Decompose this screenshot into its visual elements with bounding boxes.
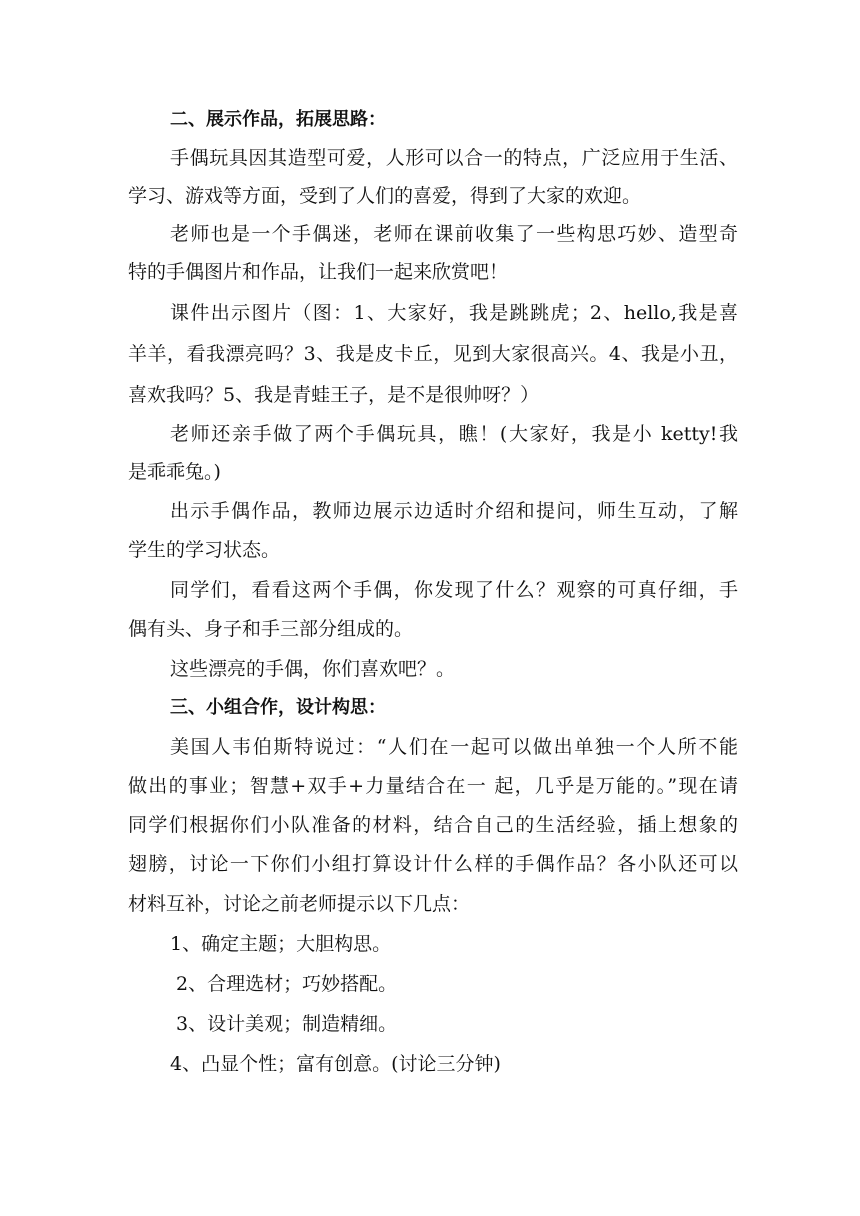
paragraph-line: 偶有头、身子和手三部分组成的。 (128, 618, 414, 640)
paragraph-line: 翅膀，讨论一下你们小组打算设计什么样的手偶作品？各小队还可以 (128, 853, 738, 875)
list-item: 1、确定主题；大胆构思。 (170, 933, 392, 955)
paragraph-line: 美国人韦伯斯特说过：“人们在一起可以做出单独一个人所不能 (170, 736, 738, 758)
section-heading-2: 二、展示作品，拓展思路： (170, 109, 386, 130)
paragraph-line: 特的手偶图片和作品，让我们一起来欣赏吧！ (128, 261, 509, 283)
paragraph-line: 课件出示图片（图：1、大家好，我是跳跳虎；2、hello,我是喜 (170, 302, 738, 324)
section-heading-3: 三、小组合作，设计构思： (170, 697, 386, 718)
paragraph-line: 做出的事业；智慧+双手+力量结合在一 起，几乎是万能的。”现在请 (128, 775, 738, 797)
paragraph-line: 学生的学习状态。 (128, 539, 281, 561)
list-item: 3、设计美观；制造精细。 (170, 1013, 398, 1035)
paragraph-line: 老师也是一个手偶迷，老师在课前收集了一些构思巧妙、造型奇 (170, 223, 738, 245)
paragraph-line: 材料互补，讨论之前老师提示以下几点： (128, 893, 471, 915)
paragraph-line: 这些漂亮的手偶，你们喜欢吧？。 (170, 658, 456, 680)
paragraph-line: 同学们，看看这两个手偶，你发现了什么？观察的可真仔细，手 (170, 579, 738, 601)
paragraph-line: 出示手偶作品，教师边展示边适时介绍和提问，师生互动，了解 (170, 500, 738, 522)
paragraph-line: 学习、游戏等方面，受到了人们的喜爱，得到了大家的欢迎。 (128, 185, 642, 207)
paragraph-line: 喜欢我吗？5、我是青蛙王子，是不是很帅呀？） (128, 384, 540, 406)
paragraph-line: 是乖乖兔。) (128, 461, 221, 483)
paragraph-line: 羊羊，看我漂亮吗？3、我是皮卡丘，见到大家很高兴。4、我是小丑， (128, 343, 738, 365)
paragraph-line: 老师还亲手做了两个手偶玩具，瞧！(大家好，我是小 ketty!我 (170, 423, 738, 445)
paragraph-line: 同学们根据你们小队准备的材料，结合自己的生活经验，插上想象的 (128, 814, 738, 836)
paragraph-line: 手偶玩具因其造型可爱，人形可以合一的特点，广泛应用于生活、 (170, 147, 738, 169)
list-item: 2、合理选材；巧妙搭配。 (170, 973, 398, 995)
list-item: 4、凸显个性；富有创意。(讨论三分钟) (170, 1053, 501, 1075)
